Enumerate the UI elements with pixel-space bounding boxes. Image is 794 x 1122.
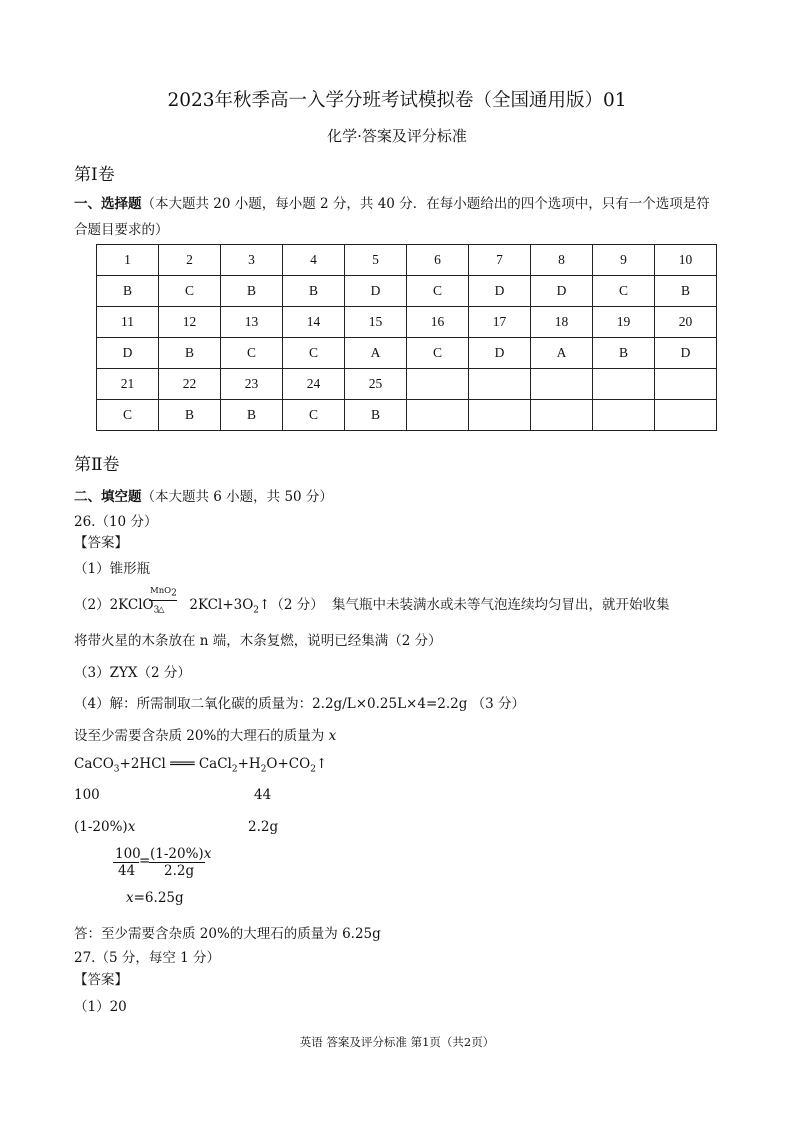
table-cell: B xyxy=(159,338,221,369)
q26-conclusion: 答：至少需要含杂质 20%的大理石的质量为 6.25g xyxy=(74,926,381,942)
table-cell: B xyxy=(283,276,345,307)
q27-a1: （1）20 xyxy=(74,999,127,1015)
table-cell xyxy=(531,400,593,431)
section-2-heading xyxy=(74,485,333,505)
q26-head: 26.（10 分） xyxy=(74,514,158,530)
table-cell: 18 xyxy=(531,307,593,338)
table-cell: B xyxy=(593,338,655,369)
table-row xyxy=(97,245,717,276)
table-cell: 21 xyxy=(97,369,159,400)
mass-caco3: (1-20%)x xyxy=(74,819,136,835)
fraction-equals: = xyxy=(139,853,151,869)
table-cell: 13 xyxy=(221,307,283,338)
mass-co2: 2.2g xyxy=(248,819,279,835)
q26-a2-equation: （2）2KClO$_3$ $2KCl+3O_2↑(2$ 分） xyxy=(74,597,324,616)
table-cell xyxy=(593,369,655,400)
table-row xyxy=(97,338,717,369)
table-cell xyxy=(531,369,593,400)
table-cell: C xyxy=(221,338,283,369)
table-row xyxy=(97,307,717,338)
table-cell: 19 xyxy=(593,307,655,338)
table-cell: C xyxy=(283,338,345,369)
table-cell: 16 xyxy=(407,307,469,338)
table-cell: 24 xyxy=(283,369,345,400)
fraction-den-1: 44 xyxy=(118,863,136,879)
table-cell: C xyxy=(407,338,469,369)
table-cell xyxy=(469,400,531,431)
table-cell: 14 xyxy=(283,307,345,338)
table-cell: 12 xyxy=(159,307,221,338)
page-footer: 英语 答案及评分标准 第1页（共2页） xyxy=(299,1035,495,1049)
q27-head: 27.（5 分，每空 1 分） xyxy=(74,950,221,966)
answer-table xyxy=(96,244,717,431)
table-cell xyxy=(655,369,717,400)
q26-a1: （1）锥形瓶 xyxy=(74,561,151,577)
section-2-label: 二、填空题 xyxy=(74,489,142,505)
table-cell: D xyxy=(97,338,159,369)
q26-let: 设至少需要含杂质 20%的大理石的质量为 x xyxy=(74,728,337,744)
q27-answer-tag: 【答案】 xyxy=(74,972,128,988)
table-cell: C xyxy=(407,276,469,307)
table-cell: D xyxy=(655,338,717,369)
table-cell: A xyxy=(345,338,407,369)
table-cell: B xyxy=(97,276,159,307)
table-cell: 2 xyxy=(159,245,221,276)
q26-a2-line2: 将带火星的木条放在 n 端，木条复燃，说明已经集满（2 分） xyxy=(74,633,442,649)
table-cell: B xyxy=(221,276,283,307)
table-cell xyxy=(407,400,469,431)
table-cell: C xyxy=(593,276,655,307)
fraction-num-2: (1-20%)x xyxy=(150,846,212,862)
table-row xyxy=(97,400,717,431)
table-cell: D xyxy=(469,276,531,307)
page-subtitle: 化学·答案及评分标准 xyxy=(327,127,467,145)
q26-a3: （3）ZYX（2 分） xyxy=(74,665,191,681)
fraction-den-2: 2.2g xyxy=(164,863,195,879)
catalyst-label: MnO$_2$ xyxy=(150,586,177,599)
table-cell: 10 xyxy=(655,245,717,276)
q26-answer-tag: 【答案】 xyxy=(74,535,128,551)
table-cell: 4 xyxy=(283,245,345,276)
table-cell: C xyxy=(283,400,345,431)
table-cell: C xyxy=(159,276,221,307)
table-cell: 3 xyxy=(221,245,283,276)
table-cell: B xyxy=(159,400,221,431)
section-2-desc: （本大题共 6 小题，共 50 分） xyxy=(141,489,333,505)
table-cell: 6 xyxy=(407,245,469,276)
part-1-label: 第Ⅰ卷 xyxy=(74,165,115,185)
chemical-equation: CaCO$_3$+2HCl ═══ $CaCl_2+H_2O+CO_2↑$ xyxy=(74,756,328,775)
table-cell: A xyxy=(531,338,593,369)
table-cell: 20 xyxy=(655,307,717,338)
fraction-num-1: 100 xyxy=(115,846,141,862)
reaction-condition-bar xyxy=(149,600,177,601)
table-cell: 8 xyxy=(531,245,593,276)
q26-result: x=6.25g xyxy=(126,890,184,906)
table-cell: 15 xyxy=(345,307,407,338)
table-cell: B xyxy=(221,400,283,431)
table-cell: 9 xyxy=(593,245,655,276)
section-1-desc-cont: 合题目要求的） xyxy=(74,222,169,238)
table-row xyxy=(97,369,717,400)
molar-mass-caco3: 100 xyxy=(74,787,100,803)
table-cell: C xyxy=(97,400,159,431)
table-cell: 5 xyxy=(345,245,407,276)
table-cell: D xyxy=(469,338,531,369)
q26-a4: （4）解：所需制取二氧化碳的质量为：2.2g/L×0.25L×4=2.2g （3 分） xyxy=(74,696,526,712)
table-cell xyxy=(407,369,469,400)
section-1-heading xyxy=(74,192,710,212)
section-1-label: 一、选择题 xyxy=(74,196,142,212)
table-cell: 7 xyxy=(469,245,531,276)
section-1-desc: （本大题共 20 小题，每小题 2 分，共 40 分．在每小题给出的四个选项中，只有一个选项是符 xyxy=(141,196,710,212)
table-cell: B xyxy=(655,276,717,307)
table-cell: 25 xyxy=(345,369,407,400)
table-cell: 1 xyxy=(97,245,159,276)
table-cell: 22 xyxy=(159,369,221,400)
part-2-label: 第Ⅱ卷 xyxy=(74,455,120,475)
table-cell: 23 xyxy=(221,369,283,400)
table-cell: 11 xyxy=(97,307,159,338)
q26-a2-note: 集气瓶中未装满水或未等气泡连续均匀冒出，就开始收集 xyxy=(332,597,670,613)
table-cell xyxy=(655,400,717,431)
table-cell: B xyxy=(345,400,407,431)
table-cell: D xyxy=(531,276,593,307)
table-cell: D xyxy=(345,276,407,307)
page-title: 2023年秋季高一入学分班考试模拟卷（全国通用版）01 xyxy=(167,90,627,111)
heat-symbol: △ xyxy=(158,605,165,615)
molar-mass-co2: 44 xyxy=(254,787,272,803)
table-row xyxy=(97,276,717,307)
table-cell xyxy=(593,400,655,431)
table-cell: 17 xyxy=(469,307,531,338)
table-cell xyxy=(469,369,531,400)
